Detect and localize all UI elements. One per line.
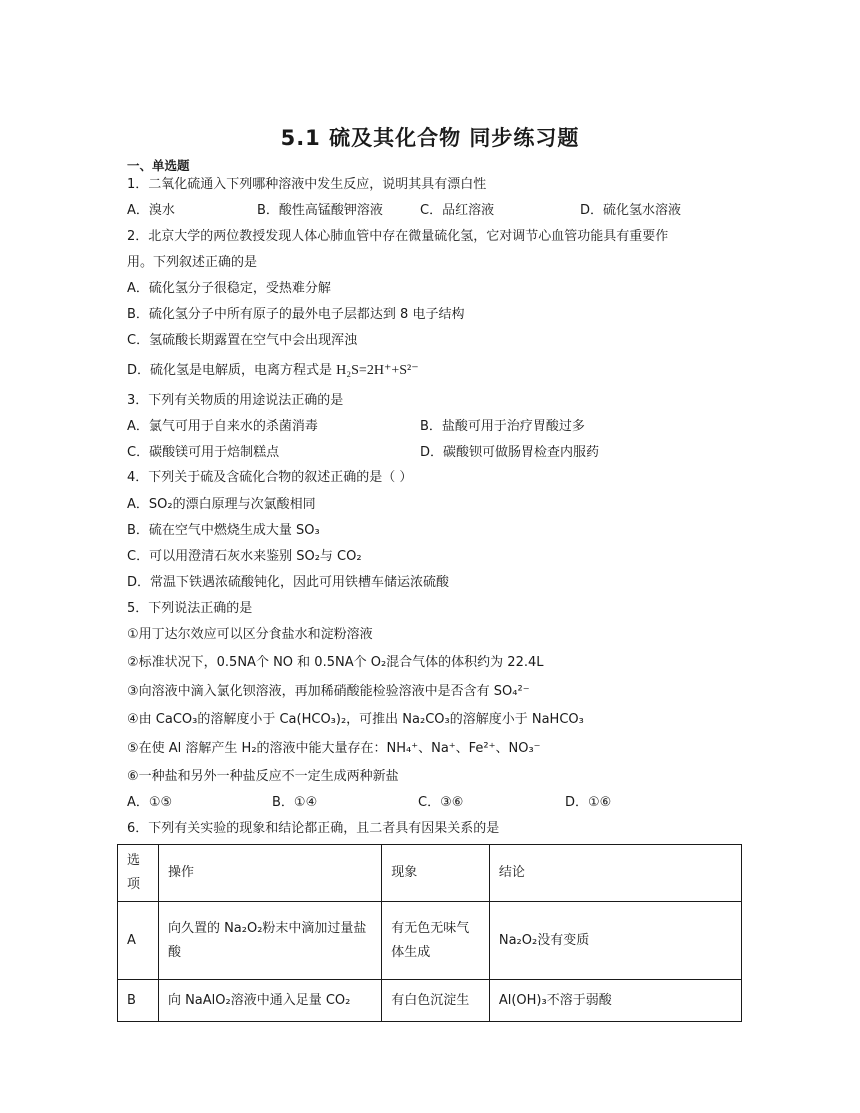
q3-stem: 3．下列有关物质的用途说法正确的是 (127, 393, 344, 408)
q5-statement-2: ②标准状况下，0.5NA个 NO 和 0.5NA个 O₂混合气体的体积约为 22.4L (127, 655, 544, 670)
q5-statement-4: ④由 CaCO₃的溶解度小于 Ca(HCO₃)₂，可推出 Na₂CO₃的溶解度小于 NaHCO₃ (127, 712, 584, 727)
q5-stem: 5．下列说法正确的是 (127, 601, 253, 616)
section-heading: 一、单选题 (127, 158, 190, 173)
q5-statement-3: ③向溶液中滴入氯化钡溶液，再加稀硝酸能检验溶液中是否含有 SO₄²⁻ (127, 684, 530, 699)
table-cell: B (118, 980, 159, 1022)
q1-option-d: D．硫化氢水溶液 (580, 203, 682, 218)
page-title: 5.1 硫及其化合物 同步练习题 (280, 126, 580, 150)
q1-option-c: C．品红溶液 (420, 203, 495, 218)
q4-option-a: A．SO₂的漂白原理与次氯酸相同 (127, 497, 316, 512)
q4-stem: 4．下列关于硫及含硫化合物的叙述正确的是（ ） (127, 470, 413, 485)
q5-option-b: B．①④ (272, 795, 318, 810)
table-header-row (118, 845, 742, 902)
q2-stem-line2: 用。下列叙述正确的是 (127, 255, 258, 270)
q3-option-d: D．碳酸钡可做肠胃检查内服药 (420, 445, 600, 460)
q3-option-c: C．碳酸镁可用于焙制糕点 (127, 445, 280, 460)
q5-statement-6: ⑥一种盐和另外一种盐反应不一定生成两种新盐 (127, 769, 399, 784)
ionization-equation: H₂S=2H⁺+S²⁻ (336, 363, 419, 378)
q1-option-b: B．酸性高锰酸钾溶液 (257, 203, 383, 218)
table-cell: 有白色沉淀生 (382, 980, 490, 1022)
table-cell: Na₂O₂没有变质 (489, 902, 741, 980)
q5-statement-5: ⑤在使 Al 溶解产生 H₂的溶液中能大量存在：NH₄⁺、Na⁺、Fe²⁺、NO₃⁻ (127, 741, 541, 756)
table-header-cell: 选项 (118, 845, 159, 902)
table-cell: 向久置的 Na₂O₂粉末中滴加过量盐酸 (158, 902, 381, 980)
table-cell: A (118, 902, 159, 980)
table-header-cell: 结论 (489, 845, 741, 902)
q2-stem-line1: 2．北京大学的两位教授发现人体心肺血管中存在微量硫化氢，它对调节心血管功能具有重要作 (127, 229, 669, 244)
experiment-table (117, 844, 742, 1022)
q5-option-d: D．①⑥ (565, 795, 612, 810)
q4-option-b: B．硫在空气中燃烧生成大量 SO₃ (127, 523, 320, 538)
q2-option-d (127, 362, 419, 380)
q1-option-a: A．溴水 (127, 203, 175, 218)
q4-option-d: D．常温下铁遇浓硫酸钝化，因此可用铁槽车储运浓硫酸 (127, 575, 450, 590)
q4-option-c: C．可以用澄清石灰水来鉴别 SO₂与 CO₂ (127, 549, 362, 564)
table-row (118, 902, 742, 980)
table-header-cell: 现象 (382, 845, 490, 902)
table-cell: Al(OH)₃不溶于弱酸 (489, 980, 741, 1022)
q3-option-b: B．盐酸可用于治疗胃酸过多 (420, 419, 585, 434)
q2-option-d-text: D．硫化氢是电解质，电离方程式是 (127, 363, 333, 378)
q5-statement-1: ①用丁达尔效应可以区分食盐水和淀粉溶液 (127, 627, 373, 642)
q6-stem: 6．下列有关实验的现象和结论都正确，且二者具有因果关系的是 (127, 821, 500, 836)
q5-option-a: A．①⑤ (127, 795, 173, 810)
table-cell: 向 NaAlO₂溶液中通入足量 CO₂ (158, 980, 381, 1022)
table-row (118, 980, 742, 1022)
q2-option-b: B．硫化氢分子中所有原子的最外电子层都达到 8 电子结构 (127, 307, 465, 322)
q2-option-c: C．氢硫酸长期露置在空气中会出现浑浊 (127, 333, 358, 348)
q2-option-a: A．硫化氢分子很稳定，受热难分解 (127, 281, 331, 296)
q1-stem: 1．二氧化硫通入下列哪种溶液中发生反应，说明其具有漂白性 (127, 177, 487, 192)
table-cell: 有无色无味气体生成 (382, 902, 490, 980)
q3-option-a: A．氯气可用于自来水的杀菌消毒 (127, 419, 318, 434)
table-header-cell: 操作 (158, 845, 381, 902)
q5-option-c: C．③⑥ (418, 795, 464, 810)
